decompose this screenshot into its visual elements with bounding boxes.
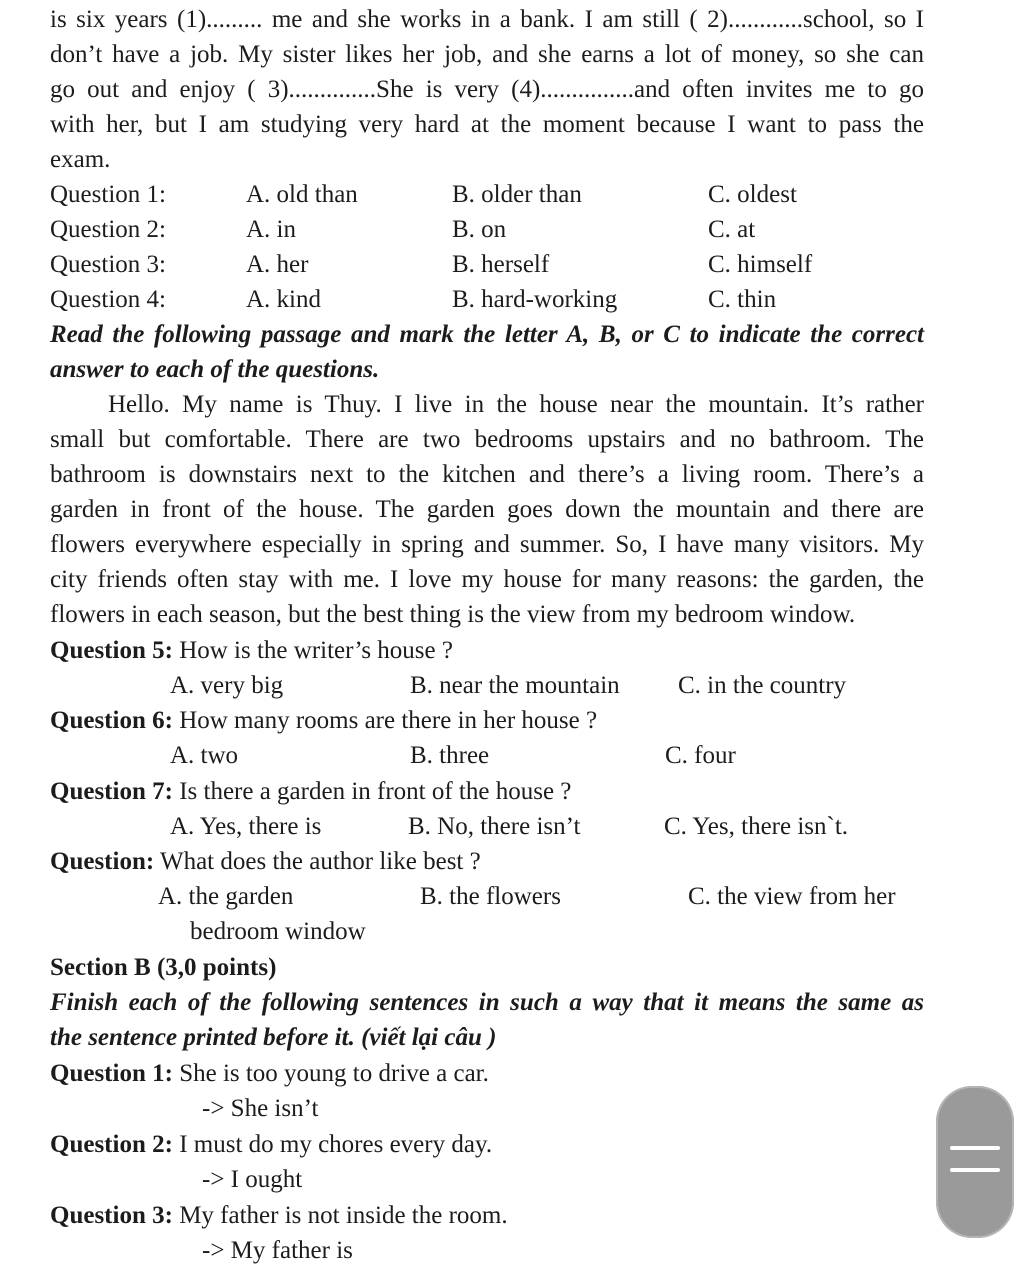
option-c: C. in the country	[678, 672, 847, 699]
option-b: B. the flowers	[420, 883, 561, 910]
option-c: C. the view from her	[688, 883, 896, 910]
option-a-continuation: bedroom window	[190, 918, 366, 945]
rewrite-question-3	[50, 1198, 508, 1233]
option-b: B. older than	[452, 181, 582, 208]
question-7-options	[50, 809, 924, 844]
question-label: Question 7:	[50, 778, 173, 805]
question-label: Question 1:	[50, 1060, 173, 1087]
section-b-instruction-line-1: Finish each of the following sentences in such a way that it means the same as	[50, 989, 924, 1016]
option-a: A. the garden	[158, 883, 294, 910]
intro-line-1: is six years (1)......... me and she works in a bank. I am still ( 2)............school, so I	[50, 6, 924, 33]
question-label: Question:	[50, 848, 155, 875]
question-best	[50, 844, 481, 879]
scroll-handle[interactable]	[936, 1086, 1014, 1238]
passage-line-4: garden in front of the house. The garden goes down the mountain and there are	[50, 496, 924, 523]
question-label: Question 6:	[50, 707, 173, 734]
option-c: C. four	[665, 742, 736, 769]
question-6	[50, 703, 597, 738]
intro-line-4: with her, but I am studying very hard at the moment because I want to pass the	[50, 111, 924, 138]
question-label: Question 3:	[50, 1202, 173, 1229]
rewrite-prompt-3: -> My father is	[202, 1237, 353, 1264]
question-5-options	[50, 668, 924, 703]
option-a: A. two	[170, 742, 239, 769]
question-text: How many rooms are there in her house ?	[172, 707, 598, 734]
cloze-question-row	[50, 247, 924, 282]
option-a: A. very big	[170, 672, 284, 699]
reading-instruction-line-2: answer to each of the questions.	[50, 356, 380, 383]
reading-instruction-line-1: Read the following passage and mark the letter A, B, or C to indicate the correct	[50, 321, 924, 348]
question-label: Question 2:	[50, 216, 166, 243]
option-a: A. old than	[246, 181, 358, 208]
question-5	[50, 633, 453, 668]
question-text: How is the writer’s house ?	[172, 637, 453, 664]
option-b: B. on	[452, 216, 507, 243]
option-c: C. oldest	[708, 181, 797, 208]
rewrite-question-1	[50, 1056, 489, 1091]
intro-line-3: go out and enjoy ( 3)..............She is very (4)...............and often invites me to go	[50, 76, 924, 103]
passage-line-7: flowers in each season, but the best thing is the view from my bedroom window.	[50, 601, 856, 628]
option-c: C. thin	[708, 286, 777, 313]
section-b-heading: Section B (3,0 points)	[50, 954, 277, 981]
option-b: B. three	[410, 742, 490, 769]
rewrite-prompt-2: -> I ought	[202, 1166, 303, 1193]
option-b: B. hard-working	[452, 286, 618, 313]
question-text: My father is not inside the room.	[172, 1202, 508, 1229]
passage-line-2: small but comfortable. There are two bedrooms upstairs and no bathroom. The	[50, 426, 924, 453]
cloze-question-row	[50, 282, 924, 317]
question-label: Question 2:	[50, 1131, 173, 1158]
option-a: A. Yes, there is	[170, 813, 322, 840]
rewrite-prompt-1: -> She isn’t	[202, 1095, 319, 1122]
grip-line-icon	[950, 1146, 1000, 1150]
passage-line-6: city friends often stay with me. I love my house for many reasons: the garden, the	[50, 566, 924, 593]
option-c: C. Yes, there isn`t.	[664, 813, 849, 840]
option-b: B. herself	[452, 251, 550, 278]
option-b: B. No, there isn’t	[408, 813, 581, 840]
question-7	[50, 774, 571, 809]
option-b: B. near the mountain	[410, 672, 620, 699]
cloze-question-row	[50, 212, 924, 247]
section-b-instruction-line-2: the sentence printed before it. (viết lại câu )	[50, 1024, 497, 1051]
question-label: Question 1:	[50, 181, 166, 208]
question-label: Question 3:	[50, 251, 166, 278]
grip-line-icon	[950, 1168, 1000, 1172]
passage-line-1: Hello. My name is Thuy. I live in the house near the mountain. It’s rather	[108, 391, 924, 418]
option-a: A. kind	[246, 286, 321, 313]
passage-line-5: flowers everywhere especially in spring and summer. So, I have many visitors. My	[50, 531, 924, 558]
question-text: What does the author like best ?	[154, 848, 481, 875]
question-best-options	[50, 879, 924, 914]
option-a: A. her	[246, 251, 309, 278]
question-label: Question 4:	[50, 286, 166, 313]
cloze-question-row	[50, 177, 924, 212]
option-c: C. himself	[708, 251, 813, 278]
question-label: Question 5:	[50, 637, 173, 664]
rewrite-question-2	[50, 1127, 492, 1162]
question-text: I must do my chores every day.	[172, 1131, 493, 1158]
option-a: A. in	[246, 216, 296, 243]
intro-line-5: exam.	[50, 146, 111, 173]
passage-line-3: bathroom is downstairs next to the kitchen and there’s a living room. There’s a	[50, 461, 924, 488]
question-text: Is there a garden in front of the house ?	[172, 778, 572, 805]
question-text: She is too young to drive a car.	[172, 1060, 489, 1087]
option-c: C. at	[708, 216, 756, 243]
intro-line-2: don’t have a job. My sister likes her job, and she earns a lot of money, so she can	[50, 41, 924, 68]
question-6-options	[50, 738, 924, 773]
